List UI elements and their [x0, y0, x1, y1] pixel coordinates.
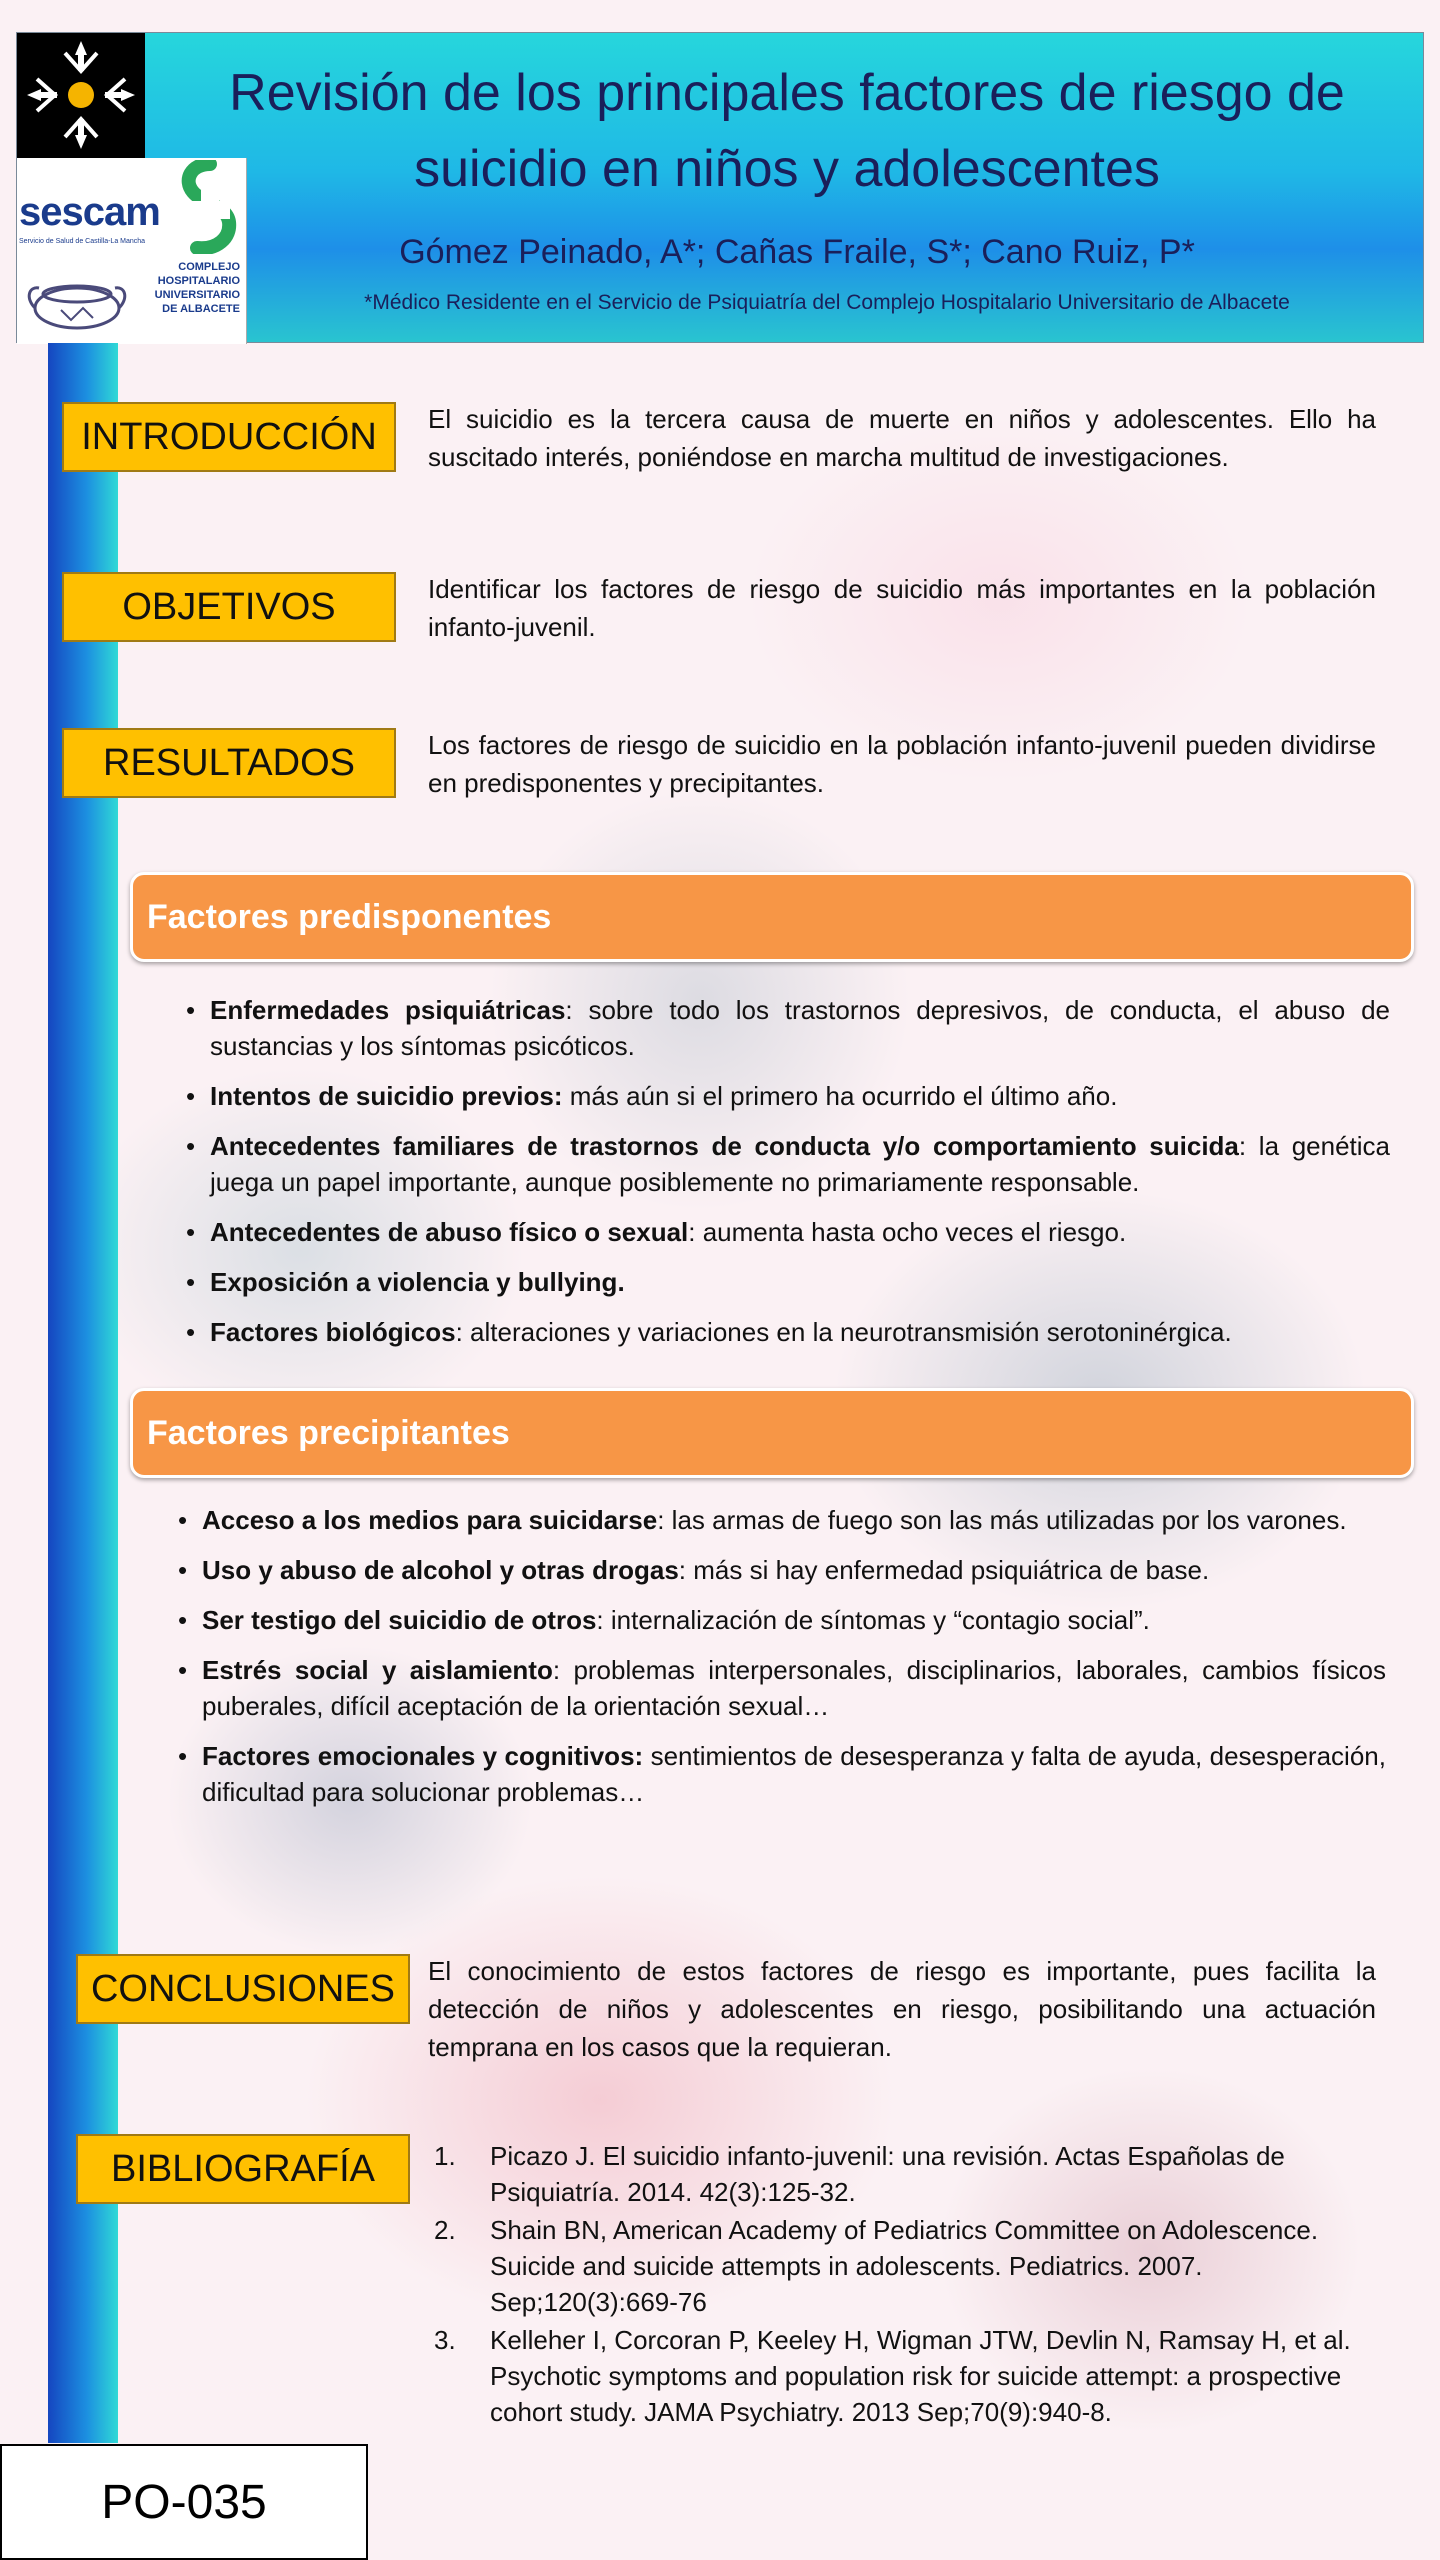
list-item-term: Intentos de suicidio previos: [210, 1081, 563, 1111]
list-item-text: : la genética juega un papel importante, aunque posiblemente no primariamente responsable. [210, 1131, 1390, 1197]
label-resultados: RESULTADOS [62, 728, 396, 798]
bibliography-text: Shain BN, American Academy of Pediatrics Committee on Adolescence. Suicide and suicide attempts in adolescents. Pediatrics. 2007. Sep;120(3):669-76 [490, 2215, 1319, 2317]
list-item-term: Estrés social y aislamiento [202, 1655, 553, 1685]
bibliography-number: 2. [434, 2215, 456, 2245]
bibliography-number: 3. [434, 2325, 456, 2355]
sescam-wordmark: sescam [19, 190, 160, 234]
hospital-vessel-icon [25, 268, 129, 338]
precipitantes-header: Factores precipitantes [130, 1388, 1414, 1478]
list-item-text: : aumenta hasta ocho veces el riesgo. [688, 1217, 1127, 1247]
list-item [190, 992, 1390, 1064]
list-item [190, 1078, 1390, 1114]
text-resultados: Los factores de riesgo de suicidio en la población infanto-juvenil pueden dividirse en predisponentes y precipitantes. [428, 730, 1376, 798]
bibliography-item [434, 2138, 1388, 2210]
list-item [190, 1128, 1390, 1200]
list-item-text: sentimientos de desesperanza y falta de ayuda, desesperación, dificultad para solucionar problemas… [202, 1741, 1386, 1807]
list-item [190, 1314, 1390, 1350]
list-item-term: Antecedentes de abuso físico o sexual [210, 1217, 689, 1247]
list-item-term: Acceso a los medios para suicidarse [202, 1505, 658, 1535]
list-item-term: Factores biológicos [210, 1317, 456, 1347]
bibliography-text: Picazo J. El suicidio infanto-juvenil: una revisión. Actas Españolas de Psiquiatría. 2014. 42(3):125-32. [490, 2141, 1285, 2207]
label-introduccion: INTRODUCCIÓN [62, 402, 396, 472]
poster-authors: Gómez Peinado, A*; Cañas Fraile, S*; Cano Ruiz, P* [399, 233, 1195, 271]
list-item-text: : alteraciones y variaciones en la neurotransmisión serotoninérgica. [455, 1317, 1232, 1347]
poster-code: PO-035 [0, 2444, 368, 2560]
list-item-term: Factores emocionales y cognitivos: [202, 1741, 644, 1771]
list-item-term: Antecedentes familiares de trastornos de conducta y/o comportamiento suicida [210, 1131, 1239, 1161]
list-item [190, 1264, 1390, 1300]
list-item [182, 1652, 1386, 1724]
poster-title: Revisión de los principales factores de riesgo de suicidio en niños y adolescentes [229, 64, 1345, 198]
predisponentes-list [190, 992, 1390, 1364]
text-introduccion: El suicidio es la tercera causa de muerte en niños y adolescentes. Ello ha suscitado interés, poniéndose en marcha multitud de investigaciones. [428, 404, 1376, 472]
compass-arrows-icon [17, 33, 145, 158]
list-item-text: : problemas interpersonales, disciplinarios, laborales, cambios físicos puberales, difícil aceptación de la orientación sexual… [202, 1655, 1386, 1721]
label-conclusiones: CONCLUSIONES [76, 1954, 410, 2024]
list-item-text: : sobre todo los trastornos depresivos, de conducta, el abuso de sustancias y los síntomas psicóticos. [210, 995, 1390, 1061]
list-item-text: más aún si el primero ha ocurrido el último año. [562, 1081, 1118, 1111]
text-objetivos: Identificar los factores de riesgo de suicidio más importantes en la población infanto-juvenil. [428, 574, 1376, 642]
label-objetivos: OBJETIVOS [62, 572, 396, 642]
sescam-subtitle: Servicio de Salud de Castilla-La Mancha [19, 238, 146, 245]
bibliography-item [434, 2322, 1388, 2430]
hospital-name: COMPLEJO HOSPITALARIO UNIVERSITARIO DE ALBACETE [154, 261, 240, 315]
label-bibliografia: BIBLIOGRAFÍA [76, 2134, 410, 2204]
compass-logo [17, 33, 145, 158]
bibliography-number: 1. [434, 2141, 456, 2171]
list-item-term: Exposición a violencia y bullying. [210, 1267, 625, 1297]
list-item-text: : más si hay enfermedad psiquiátrica de base. [678, 1555, 1210, 1585]
list-item [182, 1502, 1386, 1538]
precipitantes-list [182, 1502, 1386, 1824]
bibliography-text: Kelleher I, Corcoran P, Keeley H, Wigman JTW, Devlin N, Ramsay H, et al. Psychotic symptoms and population risk for suicide attempt: a prospective cohort study. JAMA Psychiatry. 2013 Sep;70(9):940-8. [490, 2325, 1351, 2427]
list-item-text: : las armas de fuego son las más utilizadas por los varones. [657, 1505, 1347, 1535]
list-item [182, 1602, 1386, 1638]
list-item-term: Ser testigo del suicidio de otros [202, 1605, 597, 1635]
list-item-text: : internalización de síntomas y “contagio social”. [596, 1605, 1150, 1635]
list-item [182, 1552, 1386, 1588]
text-conclusiones: El conocimiento de estos factores de riesgo es importante, pues facilita la detección de niños y adolescentes en riesgo, posibilitando una actuación temprana en los casos que la requieran. [428, 1956, 1376, 2062]
poster-header [16, 32, 1424, 343]
list-item [190, 1214, 1390, 1250]
poster-affiliation: *Médico Residente en el Servicio de Psiquiatría del Complejo Hospitalario Universitario de Albacete [364, 291, 1290, 314]
list-item-term: Uso y abuso de alcohol y otras drogas [202, 1555, 679, 1585]
bibliography-item [434, 2212, 1388, 2320]
list-item [182, 1738, 1386, 1810]
predisponentes-header: Factores predisponentes [130, 872, 1414, 962]
bibliography-list [434, 2138, 1388, 2432]
list-item-term: Enfermedades psiquiátricas [210, 995, 566, 1025]
decorative-side-bar [48, 343, 118, 2443]
